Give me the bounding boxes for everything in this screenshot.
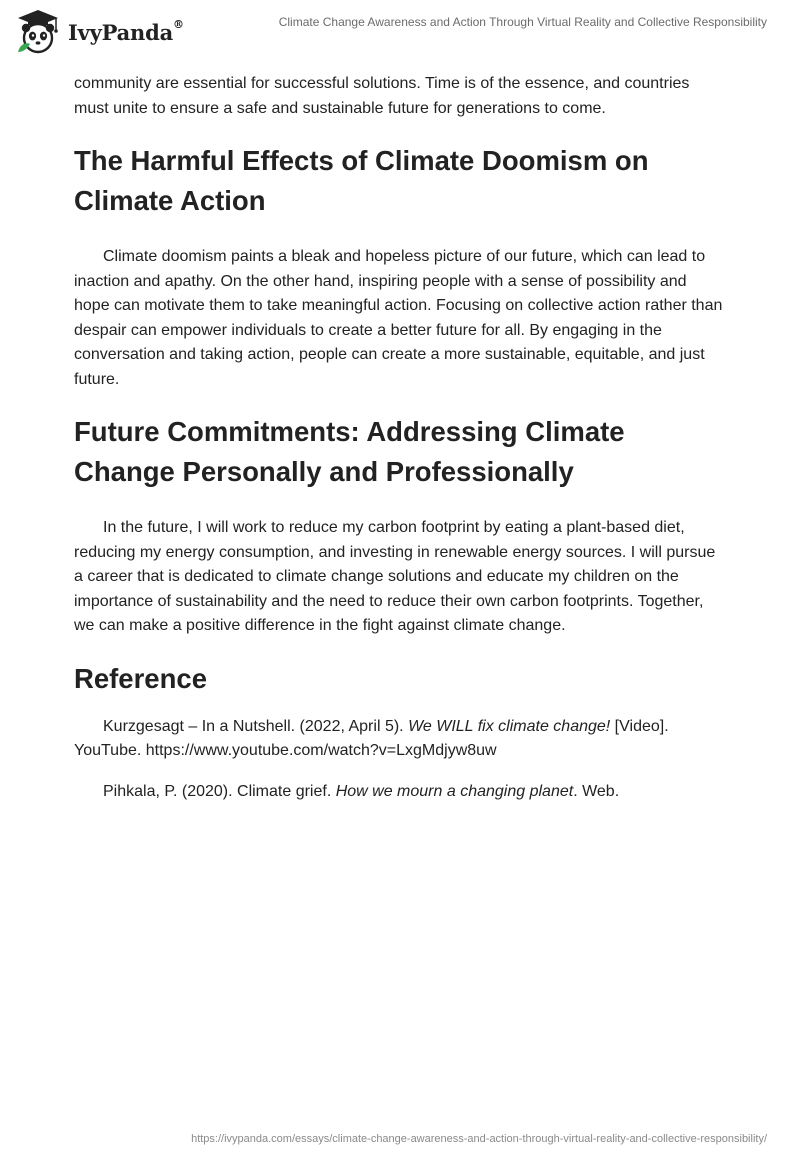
essay-content (74, 72, 726, 820)
references-heading: Reference (74, 662, 207, 694)
intro-paragraph: community are essential for successful solutions. Time is of the essence, and countries must unite to ensure a safe and sustainable future for generations to come. (74, 75, 690, 117)
ivypanda-logo[interactable] (14, 8, 184, 56)
reference-item: Pihkala, P. (2020). Climate grief. How we mourn a changing planet. Web. (103, 782, 620, 800)
document-title: Climate Change Awareness and Action Through Virtual Reality and Collective Responsibility (278, 15, 767, 29)
panda-icon (14, 8, 62, 56)
commitments-paragraph: In the future, I will work to reduce my carbon footprint by eating a plant-based diet, reducing my energy consumption, and investing in renewable energy sources. I will pursue a career that is dedicated to climate change solutions and educate my children on the importance of sustainability and the need to reduce their own carbon footprints. Together, we can make a positive difference in the fight against climate change. (74, 519, 716, 634)
footer-url-link[interactable]: https://ivypanda.com/essays/climate-change-awareness-and-action-through-virtual-reality-and-collective-responsibility/ (191, 1133, 767, 1145)
page-header (0, 0, 800, 64)
section-heading-commitments: Future Commitments: Addressing Climate Change Personally and Professionally (74, 416, 625, 487)
logo-wordmark: IvyPanda® (68, 17, 184, 45)
doomism-paragraph: Climate doomism paints a bleak and hopeless picture of our future, which can lead to inaction and apathy. On the other hand, inspiring people with a sense of possibility and hope can motivate them to take meaningful action. Focusing on collective action rather than despair can empower individuals to create a better future for all. By engaging in the conversation and taking action, people can create a more sustainable, equitable, and just future. (74, 248, 723, 388)
reference-item: Kurzgesagt – In a Nutshell. (2022, April 5). We WILL fix climate change! [Video]. YouTube. https://www.youtube.com/watch?v=LxgMdjyw8uw (74, 717, 669, 759)
section-heading-doomism: The Harmful Effects of Climate Doomism on Climate Action (74, 145, 649, 216)
